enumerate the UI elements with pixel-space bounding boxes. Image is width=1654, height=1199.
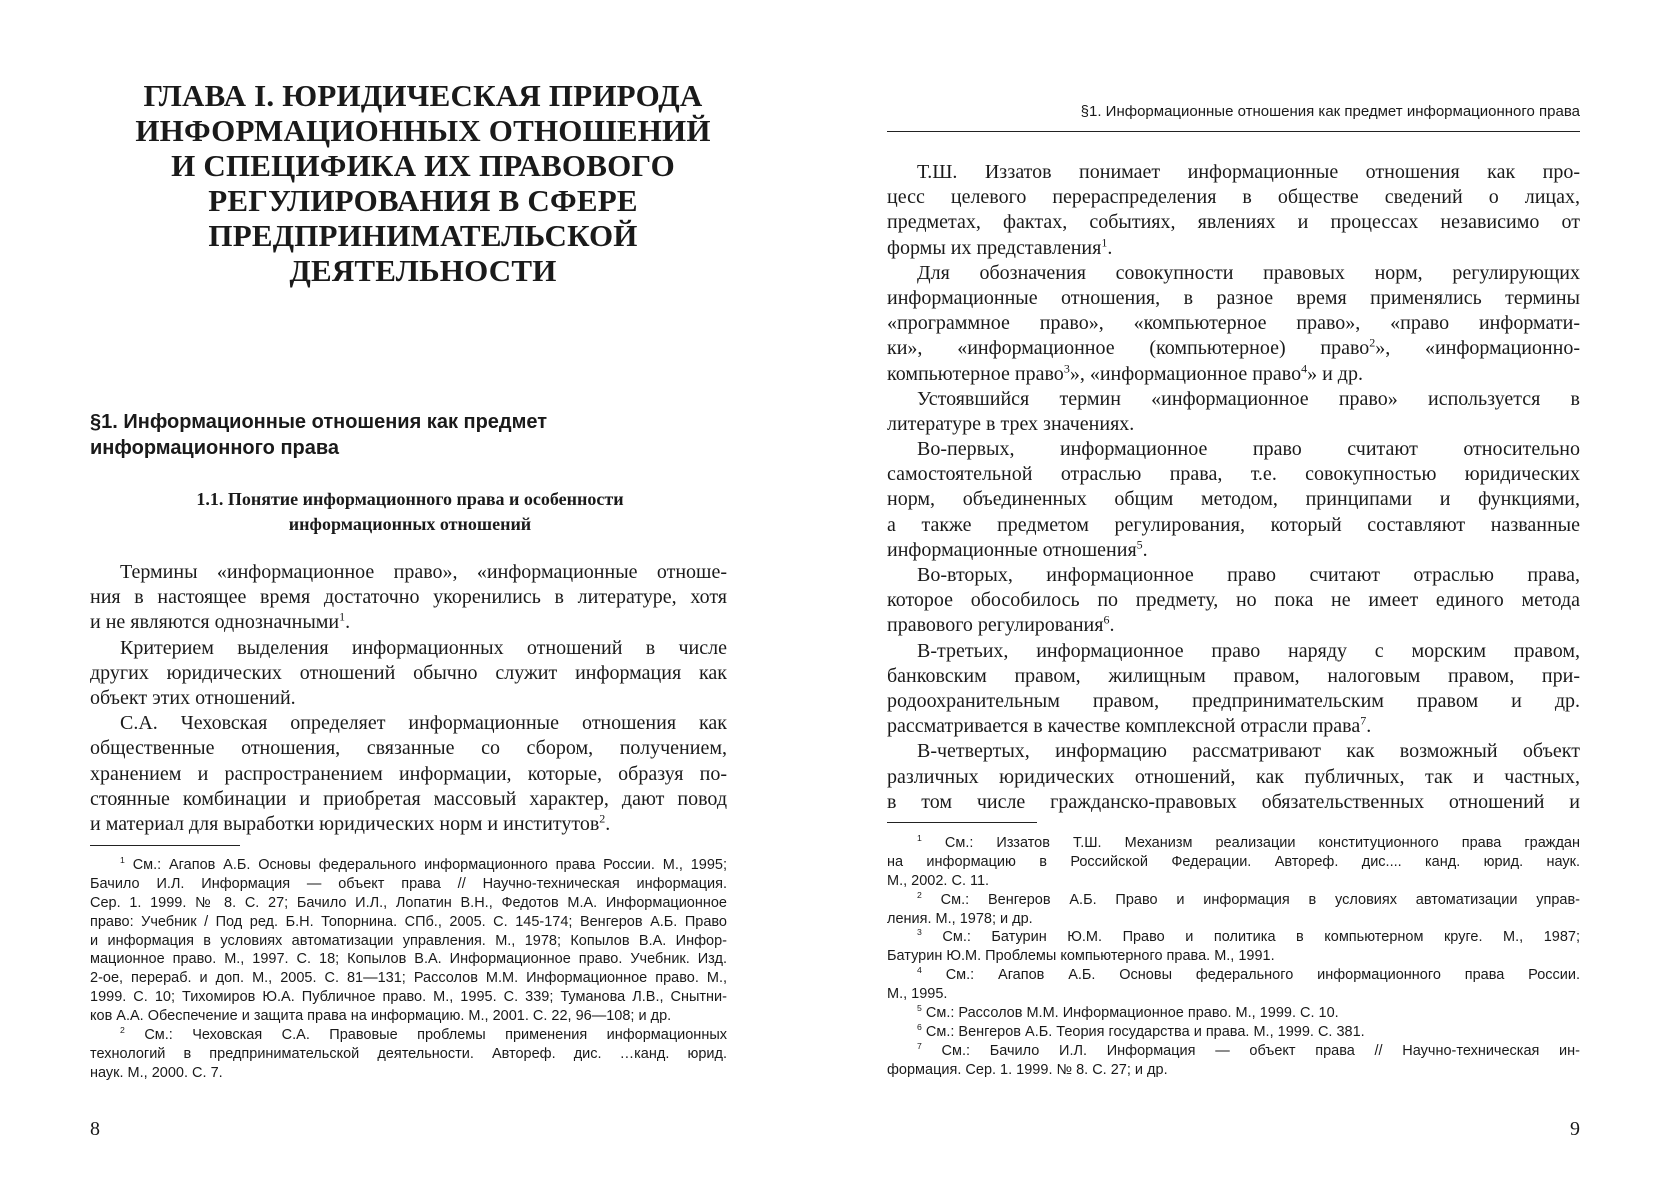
- body-line: Т.Ш. Иззатов понимает информационные отношения как про-: [917, 161, 1580, 183]
- chapter-title-line: РЕГУЛИРОВАНИЯ В СФЕРЕ: [208, 183, 638, 218]
- footnote-mark: 6: [917, 1022, 922, 1033]
- subsection-heading-line: информационных отношений: [288, 514, 532, 534]
- body-line: формы их представления$^1$.: [887, 234, 1113, 259]
- body-line: Термины «информационное право», «информационные отноше-: [120, 561, 727, 583]
- footnote-line: М., 1995.: [887, 986, 948, 1003]
- body-line: в том числе гражданско-правовых обязательственных отношений и: [887, 790, 1580, 813]
- footnote-mark: 1: [917, 833, 922, 844]
- subsection-heading: [110, 487, 710, 537]
- footnote-mark: 3: [917, 927, 922, 938]
- body-line: Во-вторых, информационное право считают отраслью права,: [917, 564, 1580, 586]
- body-line: и материал для выработки юридических норм и институтов$^2$.: [90, 811, 611, 835]
- body-line: Критерием выделения информационных отношений в числе: [120, 636, 727, 659]
- body-line: различных юридических отношений, как публичных, так и частных,: [887, 765, 1580, 788]
- chapter-title-line: ДЕЯТЕЛЬНОСТИ: [289, 253, 557, 288]
- footnote-ref: 2: [1369, 335, 1376, 350]
- body-line: Устоявшийся термин «информационное право» используется в: [917, 387, 1580, 410]
- subsection-heading-line: 1.1. Понятие информационного права и особенности: [196, 489, 624, 509]
- footnote-mark: 2: [120, 1025, 125, 1036]
- footnote-line: мационное право. М., 1997. С. 18; Копылов В.А. Информационное право. Учебник. Изд.: [90, 951, 727, 968]
- footnote-line: на информацию в Российской Федерации. Автореф. дис.... канд. юрид. наук.: [887, 853, 1580, 870]
- page-number: 8: [90, 1118, 100, 1140]
- footnote-ref: 4: [1301, 360, 1308, 375]
- footnote-line: Сер. 1. 1999. № 8. С. 27; Бачило И.Л., Лопатин В.Н., Федотов М.А. Информационное: [90, 894, 727, 911]
- section-heading-line: информационного права: [90, 437, 340, 459]
- footnote-line: формация. Сер. 1. 1999. № 8. С. 27; и др.: [887, 1061, 1168, 1078]
- body-line: цесс целевого перераспределения в обществе сведений о лицах,: [887, 186, 1580, 209]
- footnote-mark: 7: [917, 1040, 922, 1051]
- footnote-ref: 5: [1136, 537, 1143, 552]
- left-body-text: [90, 560, 727, 837]
- body-line: предметах, фактах, событиях, явлениях и процессах независимо от: [887, 211, 1580, 234]
- body-line: «программное право», «компьютерное право», «право информати-: [887, 312, 1580, 335]
- body-line: других юридических отношений обычно служит информация как: [90, 661, 727, 684]
- footnote-line: и информация в условиях автоматизации управления. М., 1978; Копылов В.А. Инфор-: [90, 932, 727, 949]
- footnote-line: $^4$ См.: Агапов А.Б. Основы федерального информационного права России.: [917, 965, 1580, 984]
- footnote-ref: 7: [1360, 713, 1367, 728]
- footnote-line: ления. М., 1978; и др.: [887, 910, 1033, 927]
- body-line: рассматривается в качестве комплексной отрасли права$^7$.: [887, 713, 1372, 738]
- footnote-line: право: Учебник / Под ред. Б.Н. Топорнина. СПб., 2005. С. 145-174; Венгеров А.Б. Право: [90, 913, 727, 930]
- left-footnotes: [90, 856, 727, 1083]
- footnote-line: $^1$ См.: Иззатов Т.Ш. Механизм реализации конституционного права граждан: [917, 833, 1580, 851]
- body-line: информационные отношения$^5$.: [887, 537, 1148, 561]
- body-line: правового регулирования$^6$.: [887, 612, 1115, 637]
- body-line: которое обособилось по предмету, но пока не имеет единого метода: [887, 589, 1580, 612]
- chapter-title-line: И СПЕЦИФИКА ИХ ПРАВОВОГО: [171, 148, 675, 183]
- body-line: общественные отношения, связанные со сбором, получением,: [90, 737, 727, 760]
- chapter-title-line: ИНФОРМАЦИОННЫХ ОТНОШЕНИЙ: [135, 113, 711, 148]
- body-line: Для обозначения совокупности правовых норм, регулирующих: [917, 261, 1580, 284]
- body-line: самостоятельной отраслью права, т.е. совокупностью юридических: [887, 463, 1580, 486]
- body-line: ки», «информационное (компьютерное) право$^2$», «информационно-: [887, 335, 1580, 360]
- body-line: информационные отношения, в разное время применялись термины: [887, 286, 1580, 309]
- footnote-line: Бачило И.Л. Информация — объект права // Научно-техническая информация.: [90, 875, 727, 892]
- footnote-line: 2-ое, перераб. и доп. М., 2005. С. 81—131; Рассолов М.М. Информационное право. М.,: [90, 970, 727, 987]
- page-number: 9: [1570, 1118, 1580, 1140]
- body-line: хранением и распространением информации, которые, образуя по-: [90, 762, 727, 785]
- chapter-title: [98, 78, 748, 288]
- footnote-ref: 2: [599, 811, 606, 826]
- body-line: стоянные комбинации и приобретая массовый характер, дают повод: [90, 787, 727, 810]
- body-line: объект этих отношений.: [90, 686, 296, 709]
- body-line: банковским правом, жилищным правом, налоговым правом, при-: [887, 664, 1580, 687]
- running-header: §1. Информационные отношения как предмет информационного права: [1080, 103, 1580, 120]
- footnote-line: $^5$ См.: Рассолов М.М. Информационное право. М., 1999. С. 10.: [917, 1003, 1339, 1022]
- body-line: и не являются однозначными$^1$.: [90, 609, 351, 634]
- footnote-line: $^7$ См.: Бачило И.Л. Информация — объект права // Научно-техническая ин-: [917, 1040, 1580, 1059]
- body-line: литературе в трех значениях.: [887, 412, 1135, 435]
- body-line: норм, объединенных общим методом, принципами и функциями,: [887, 488, 1580, 511]
- footnote-line: Батурин Ю.М. Проблемы компьютерного права. М., 1991.: [887, 948, 1275, 965]
- footnote-ref: 1: [339, 609, 346, 624]
- body-line: В-третьих, информационное право наряду с морским правом,: [917, 639, 1580, 662]
- body-line: родоохранительным правом, предпринимательским правом и др.: [887, 689, 1580, 712]
- footnote-ref: 1: [1101, 234, 1108, 249]
- footnote-ref: 3: [1063, 360, 1070, 375]
- body-line: В-четвертых, информацию рассматривают как возможный объект: [917, 740, 1580, 763]
- right-page: [827, 0, 1654, 1199]
- footnote-line: ков А.А. Обеспечение и защита права на информацию. М., 2001. С. 22, 96—108; и др.: [90, 1008, 672, 1025]
- footnote-mark: 4: [917, 965, 922, 976]
- footnote-ref: 6: [1103, 612, 1110, 627]
- chapter-title-line: ПРЕДПРИНИМАТЕЛЬСКОЙ: [208, 218, 638, 253]
- body-line: С.А. Чеховская определяет информационные отношения как: [120, 712, 727, 735]
- footnote-separator: [90, 845, 240, 846]
- footnote-line: $^1$ См.: Агапов А.Б. Основы федерального информационного права России. М., 1995;: [120, 855, 727, 873]
- body-line: Во-первых, информационное право считают относительно: [917, 438, 1580, 461]
- chapter-title-line: ГЛАВА I. ЮРИДИЧЕСКАЯ ПРИРОДА: [143, 78, 703, 113]
- body-line: ния в настоящее время достаточно укоренились в литературе, хотя: [90, 586, 727, 609]
- footnote-mark: 5: [917, 1003, 922, 1014]
- footnote-line: М., 2002. С. 11.: [887, 872, 990, 889]
- footnote-line: $^6$ См.: Венгеров А.Б. Теория государства и права. М., 1999. С. 381.: [917, 1022, 1365, 1040]
- right-footnotes: [887, 834, 1580, 1080]
- footnote-line: $^2$ См.: Чеховская С.А. Правовые проблемы применения информационных: [120, 1025, 727, 1044]
- section-heading-line: §1. Информационные отношения как предмет: [90, 411, 548, 433]
- footnote-line: 1999. С. 10; Тихомиров Ю.А. Публичное право. М., 1995. С. 339; Туманова Л.В., Снытни-: [90, 989, 727, 1006]
- body-line: а также предметом регулирования, который составляют названные: [887, 513, 1580, 536]
- footnote-line: $^2$ См.: Венгеров А.Б. Право и информация в условиях автоматизации управ-: [917, 889, 1581, 908]
- footnote-line: $^3$ См.: Батурин Ю.М. Право и политика в компьютерном круге. М., 1987;: [917, 927, 1580, 946]
- header-rule: [887, 131, 1580, 132]
- right-body-text: [887, 160, 1580, 815]
- footnote-mark: 1: [120, 855, 125, 866]
- footnote-line: технологий в предпринимательской деятельности. Автореф. дис. …канд. юрид.: [90, 1045, 727, 1062]
- footnote-separator: [887, 822, 1037, 823]
- section-heading: [90, 409, 690, 461]
- footnote-line: наук. М., 2000. С. 7.: [90, 1064, 223, 1081]
- footnote-mark: 2: [917, 889, 922, 900]
- body-line: компьютерное право$^3$», «информационное право$^4$» и др.: [887, 360, 1363, 385]
